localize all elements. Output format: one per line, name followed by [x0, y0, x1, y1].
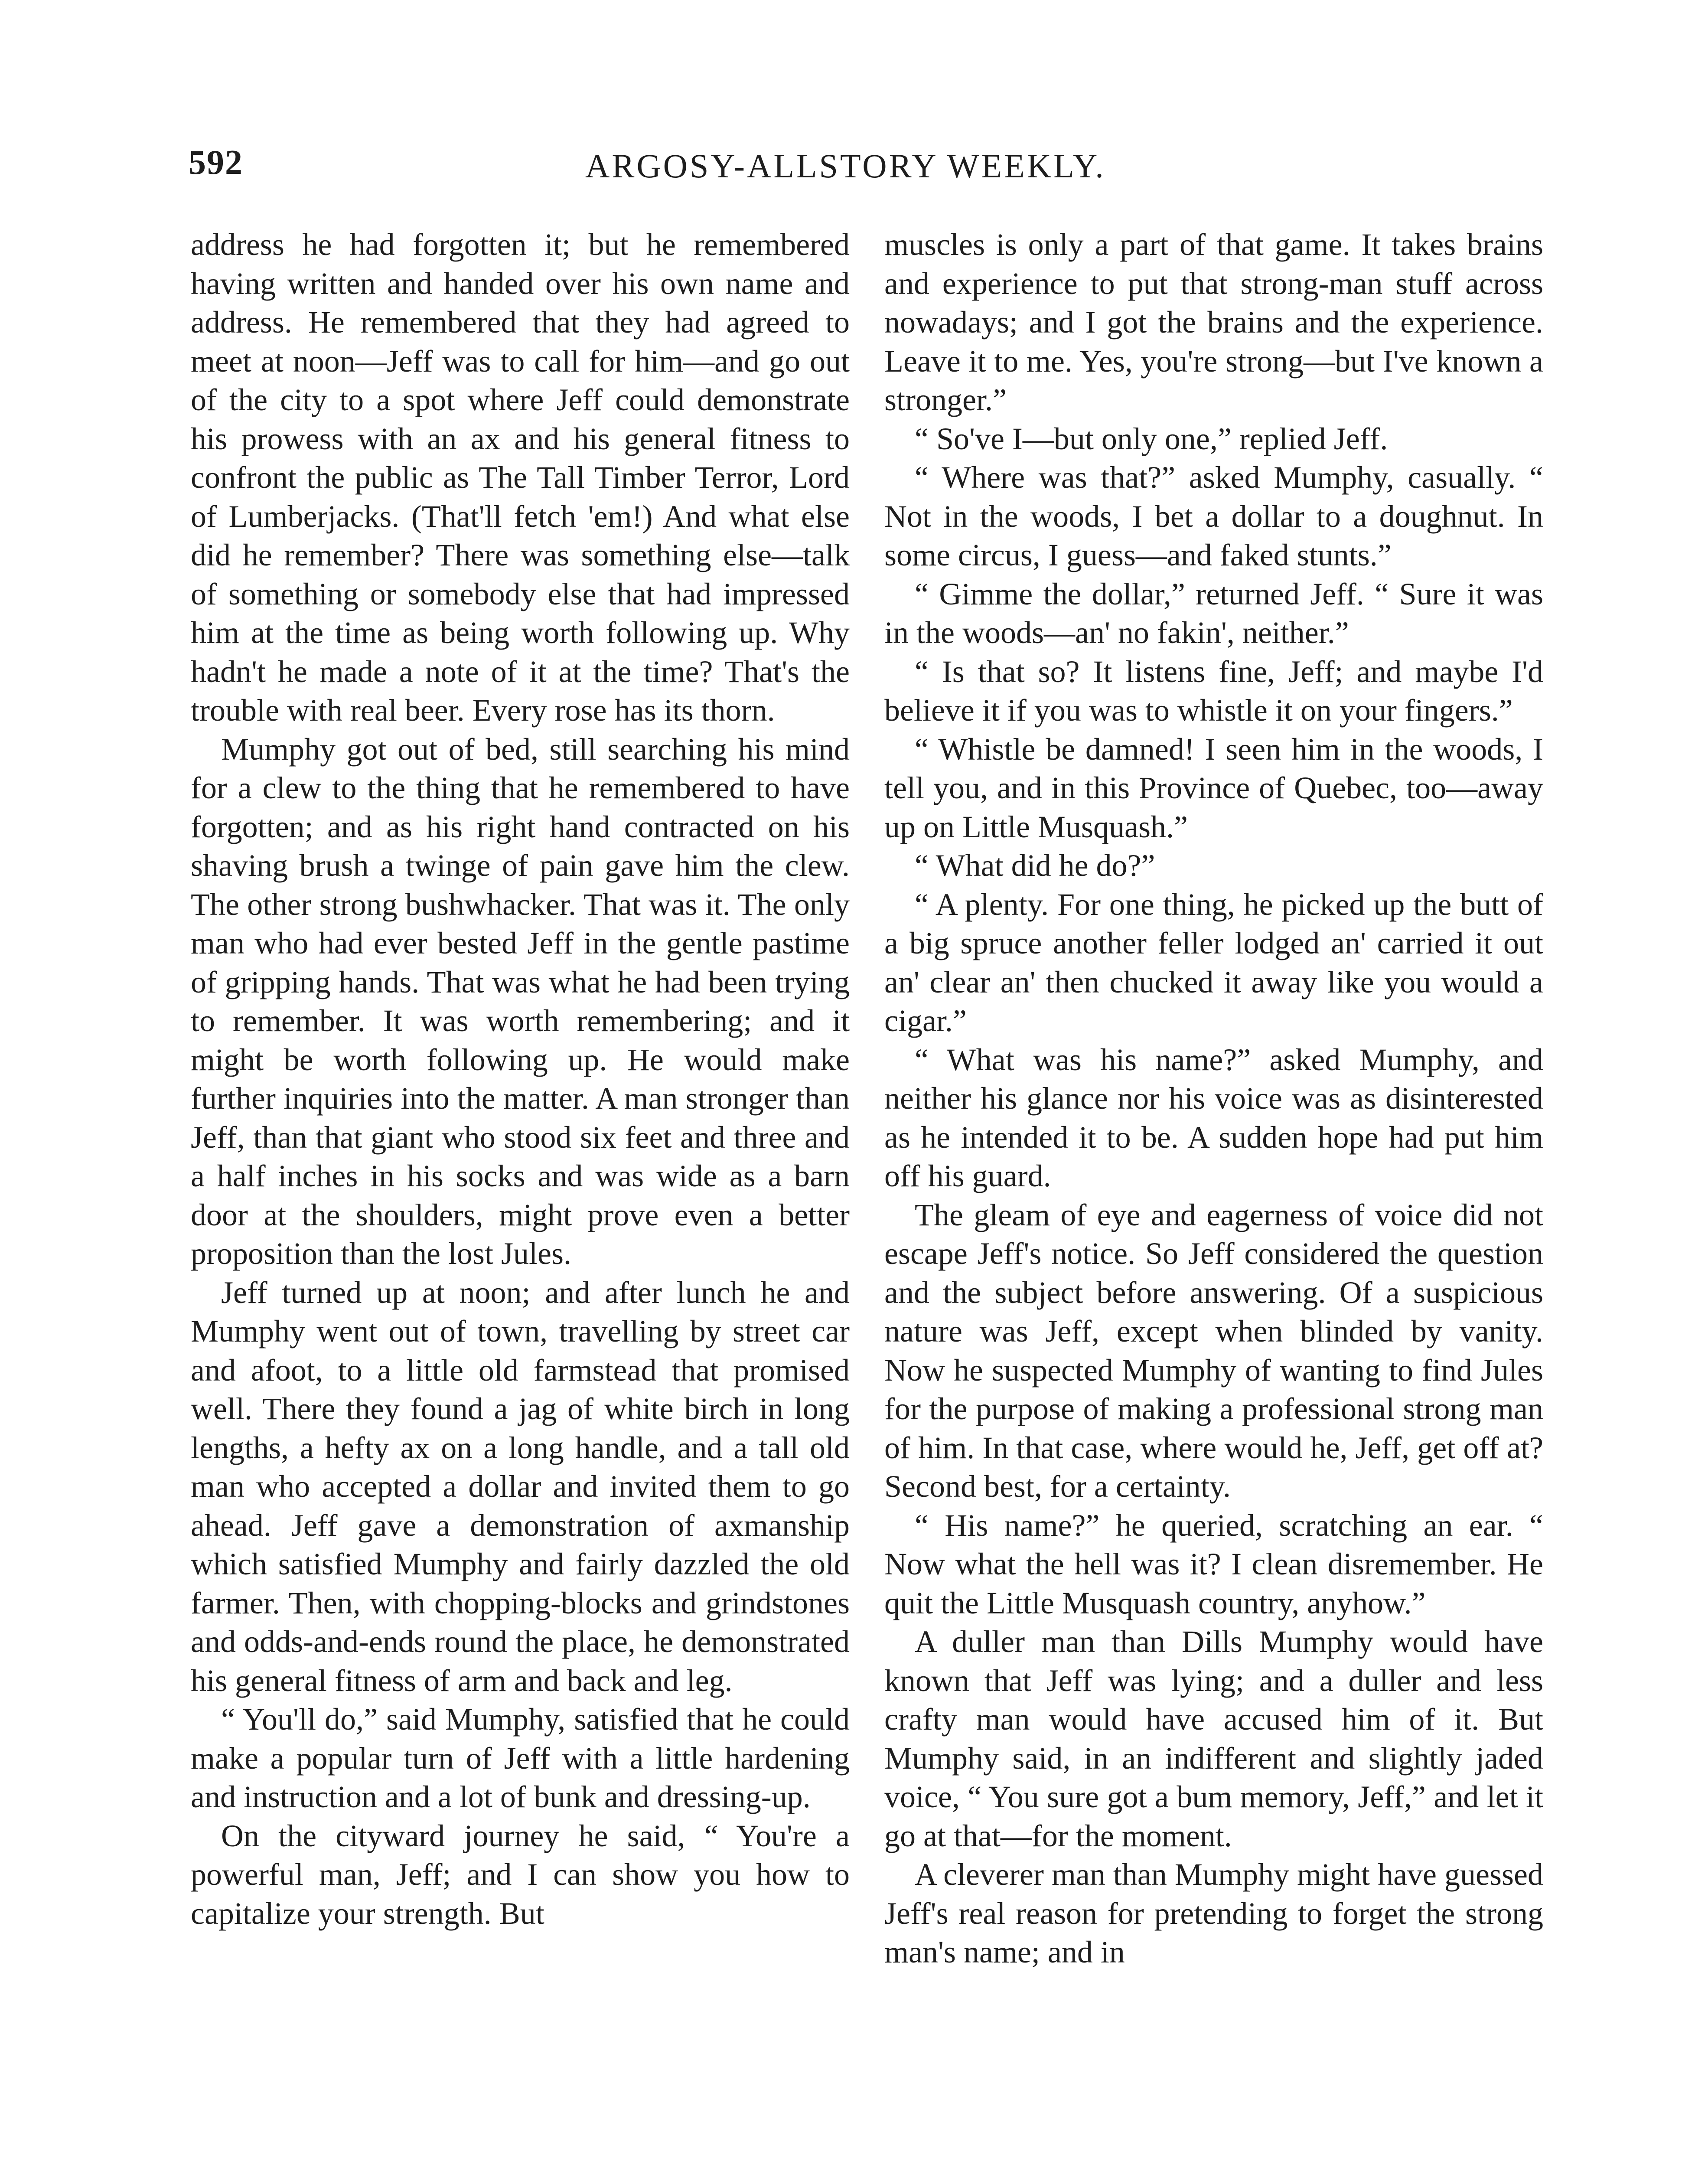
paragraph: Jeff turned up at noon; and after lunch he and Mumphy went out of town, travelling by street car and afoot, to a little old farmstead that promised well. There they found a jag of white birch in long lengths, a hefty ax on a long handle, and a tall old man who accepted a dollar and invited them to go ahead. Jeff gave a demonstration of axmanship which satisfied Mumphy and fairly dazzled the old farmer. Then, with chopping-blocks and grindstones and odds-and-ends round the place, he demonstrated his general fitness of arm and back and leg.	[191, 1275, 850, 1698]
paragraph: “ Whistle be damned! I seen him in the woods, I tell you, and in this Province of Quebec, too—away up on Little Musquash.”	[884, 731, 1543, 844]
page-number: 592	[189, 144, 243, 182]
running-head: ARGOSY-ALLSTORY WEEKLY.	[585, 147, 1106, 185]
paragraph: The gleam of eye and eagerness of voice did not escape Jeff's notice. So Jeff considered the question and the subject before answering. Of a suspicious nature was Jeff, except when blinded by vanity. Now he suspected Mumphy of wanting to find Jules for the purpose of making a professional strong man of him. In that case, where would he, Jeff, get off at? Second best, for a certainty.	[884, 1197, 1543, 1504]
paragraph: “ What was his name?” asked Mumphy, and neither his glance nor his voice was as disinterested as he intended it to be. A sudden hope had put him off his guard.	[884, 1042, 1543, 1193]
left-column	[191, 225, 850, 1933]
paragraph: address he had forgotten it; but he remembered having written and handed over his own name and address. He remembered that they had agreed to meet at noon—Jeff was to call for him—and go out of the city to a spot where Jeff could demonstrate his prowess with an ax and his general fitness to confront the public as The Tall Timber Terror, Lord of Lumberjacks. (That'll fetch 'em!) And what else did he remember? There was something else—talk of something or somebody else that had impressed him at the time as being worth following up. Why hadn't he made a note of it at the time? That's the trouble with real beer. Every rose has its thorn.	[191, 227, 850, 728]
paragraph: “ A plenty. For one thing, he picked up the butt of a big spruce another feller lodged an' carried it out an' clear an' then chucked it away like you would a cigar.”	[884, 887, 1543, 1038]
paragraph: “ So've I—but only one,” replied Jeff.	[915, 421, 1388, 456]
paragraph: “ His name?” he queried, scratching an ear. “ Now what the hell was it? I clean disremember. He quit the Little Musquash country, anyhow.”	[884, 1508, 1543, 1620]
paragraph: “ What did he do?”	[915, 848, 1155, 883]
right-column	[884, 225, 1543, 1972]
paragraph: “ Is that so? It listens fine, Jeff; and maybe I'd believe it if you was to whistle it on your fingers.”	[884, 654, 1543, 728]
paragraph: “ Where was that?” asked Mumphy, casually. “ Not in the woods, I bet a dollar to a doughnut. In some circus, I guess—and faked stunts.”	[884, 460, 1543, 572]
paragraph: Mumphy got out of bed, still searching his mind for a clew to the thing that he remembered to have forgotten; and as his right hand contracted on his shaving brush a twinge of pain gave him the clew. The other strong bushwhacker. That was it. The only man who had ever bested Jeff in the gentle pastime of gripping hands. That was what he had been trying to remember. It was worth remembering; and it might be worth following up. He would make further inquiries into the matter. A man stronger than Jeff, than that giant who stood six feet and three and a half inches in his socks and was wide as a barn door at the shoulders, might prove even a better proposition than the lost Jules.	[191, 731, 850, 1271]
paragraph: muscles is only a part of that game. It takes brains and experience to put that strong-man stuff across nowadays; and I got the brains and the experience. Leave it to me. Yes, you're strong—but I've known a stronger.”	[884, 227, 1543, 417]
paragraph: “ You'll do,” said Mumphy, satisfied that he could make a popular turn of Jeff with a little hardening and instruction and a lot of bunk and dressing-up.	[191, 1702, 850, 1814]
paragraph: A duller man than Dills Mumphy would have known that Jeff was lying; and a duller and less crafty man would have accused him of it. But Mumphy said, in an indifferent and slightly jaded voice, “ You sure got a bum memory, Jeff,” and let it go at that—for the moment.	[884, 1624, 1543, 1853]
paragraph: “ Gimme the dollar,” returned Jeff. “ Sure it was in the woods—an' no fakin', neither.”	[884, 576, 1543, 650]
paragraph: A cleverer man than Mumphy might have guessed Jeff's real reason for pretending to forget the strong man's name; and in	[884, 1857, 1543, 1969]
paragraph: On the cityward journey he said, “ You're a powerful man, Jeff; and I can show you how to capitalize your strength. But	[191, 1818, 850, 1931]
